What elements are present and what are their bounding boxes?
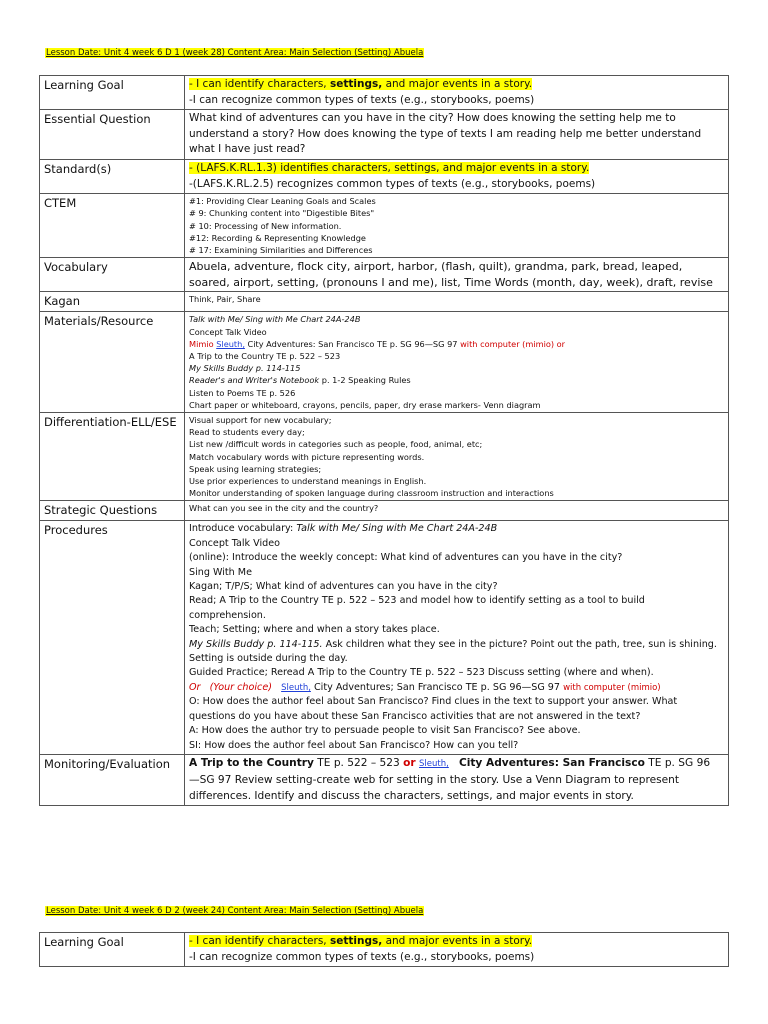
value-learning-goal <box>185 76 729 110</box>
material-line: A Trip to the Country TE p. 522 – 523 <box>189 350 341 361</box>
row-vocabulary <box>40 258 729 292</box>
procedure-line: A: How does the author try to persuade people to visit San Francisco? See above. <box>189 725 581 737</box>
procedure-line: Guided Practice; Reread A Trip to the Country TE p. 522 – 523 Discuss setting (where and when). <box>189 667 654 679</box>
material-line: Talk with Me/ Sing with Me Chart 24A-24B <box>189 314 361 325</box>
goal-line1: - I can identify characters, settings, and major events in a story. <box>189 935 533 947</box>
label-monitoring: Monitoring/Evaluation <box>40 754 185 805</box>
material-line: Mimio Sleuth, City Adventures: San Francisco TE p. SG 96—SG 97 with computer (mimio) or <box>189 338 566 349</box>
procedure-line: My Skills Buddy p. 114-115. Ask children what they see in the picture? Point out the path, tree, sun is shining. Setting is outside during the day. <box>189 638 717 665</box>
row-standards <box>40 159 729 193</box>
goal-line2: -I can recognize common types of texts (e.g., storybooks, poems) <box>189 93 535 106</box>
procedure-line: (online): Introduce the weekly concept: What kind of adventures can you have in the city? <box>189 552 623 564</box>
value-learning-goal <box>185 933 729 967</box>
ctem-item: #1: Providing Clear Leaning Goals and Scales <box>189 196 376 207</box>
row-monitoring <box>40 754 729 805</box>
sleuth-link[interactable]: Sleuth, <box>216 338 245 349</box>
row-materials <box>40 312 729 413</box>
procedure-line: Teach; Setting; where and when a story takes place. <box>189 624 440 636</box>
value-materials <box>185 312 729 413</box>
procedure-line: Introduce vocabulary: Talk with Me/ Sing with Me Chart 24A-24B <box>189 523 498 535</box>
lesson2-plan-table <box>39 932 729 967</box>
procedure-line: SI: How does the author feel about San Francisco? How can you tell? <box>189 739 519 751</box>
material-line: Concept Talk Video <box>189 326 267 337</box>
sleuth-link[interactable]: Sleuth, <box>419 758 449 769</box>
value-differentiation <box>185 412 729 500</box>
label-strategic-questions: Strategic Questions <box>40 501 185 521</box>
diff-item: Speak using learning strategies; <box>189 463 322 474</box>
value-vocabulary: Abuela, adventure, flock city, airport, harbor, (flash, quilt), grandma, park, bread, leaped, soared, airport, setting, (pronouns I and me), list, Time Words (month, day, week), draft, revise <box>185 258 729 292</box>
value-essential-question: What kind of adventures can you have in the city? How does knowing the setting help me to understand a story? How does knowing the type of texts I am reading help me better understand what I have just read? <box>185 110 729 160</box>
ctem-item: # 17: Examining Similarities and Differences <box>189 244 373 255</box>
procedure-line: Kagan; T/P/S; What kind of adventures can you have in the city? <box>189 581 498 593</box>
procedure-line: Or (Your choice) Sleuth, City Adventures; San Francisco TE p. SG 96—SG 97 with computer (mimio) <box>189 681 661 693</box>
ctem-item: #12: Recording & Representing Knowledge <box>189 232 366 243</box>
row-learning-goal <box>40 933 729 967</box>
label-standards: Standard(s) <box>40 159 185 193</box>
value-standards <box>185 159 729 193</box>
lesson2-header: Lesson Date: Unit 4 week 6 D 2 (week 24) Content Area: Main Selection (Setting) Abuela <box>46 906 424 916</box>
row-kagan <box>40 292 729 312</box>
diff-item: Read to students every day; <box>189 427 305 438</box>
row-differentiation <box>40 412 729 500</box>
ctem-item: # 10: Processing of New information. <box>189 220 342 231</box>
lesson1-plan-table <box>39 75 729 806</box>
value-monitoring: A Trip to the Country TE p. 522 – 523 or Sleuth, City Adventures: San Francisco TE p. SG 96 —SG 97 Review setting-create web for setting in the story. Use a Venn Diagram to represent differences. Identify and discuss the characters, settings, and major events in story. <box>185 754 729 805</box>
label-learning-goal: Learning Goal <box>40 933 185 967</box>
label-kagan: Kagan <box>40 292 185 312</box>
material-line: Chart paper or whiteboard, crayons, pencils, paper, dry erase markers- Venn diagram <box>189 399 541 410</box>
procedure-line: O: How does the author feel about San Francisco? Find clues in the text to support your answer. What questions do you have about these San Francisco activities that are not answered in the text? <box>189 696 678 722</box>
procedure-line: Sing With Me <box>189 566 252 578</box>
procedure-line: Concept Talk Video <box>189 537 281 549</box>
diff-item: Use prior experiences to understand meanings in English. <box>189 476 427 486</box>
label-vocabulary: Vocabulary <box>40 258 185 292</box>
diff-item: Match vocabulary words with picture representing words. <box>189 451 425 462</box>
diff-item: List new /difficult words in categories such as people, food, animal, etc; <box>189 439 483 450</box>
row-essential-question <box>40 110 729 160</box>
material-line: Listen to Poems TE p. 526 <box>189 387 296 398</box>
material-line: Reader's and Writer's Notebook p. 1-2 Speaking Rules <box>189 375 411 386</box>
value-strategic-questions: What can you see in the city and the country? <box>185 501 729 521</box>
goal-line2: -I can recognize common types of texts (e.g., storybooks, poems) <box>189 950 535 963</box>
goal-line1: - I can identify characters, settings, and major events in a story. <box>189 78 533 90</box>
label-ctem: CTEM <box>40 194 185 258</box>
label-procedures: Procedures <box>40 521 185 755</box>
diff-item: Visual support for new vocabulary; <box>189 414 332 425</box>
diff-item: Monitor understanding of spoken language during classroom instruction and interactions <box>189 488 554 499</box>
label-essential-question: Essential Question <box>40 110 185 160</box>
label-differentiation: Differentiation-ELL/ESE <box>40 412 185 500</box>
sleuth-link[interactable]: Sleuth, <box>281 682 311 693</box>
standard-line2: -(LAFS.K.RL.2.5) recognizes common types of texts (e.g., storybooks, poems) <box>189 177 596 190</box>
ctem-item: # 9: Chunking content into "Digestible Bites" <box>189 208 375 219</box>
label-learning-goal: Learning Goal <box>40 76 185 110</box>
value-ctem <box>185 194 729 258</box>
row-procedures <box>40 521 729 755</box>
value-procedures <box>185 521 729 755</box>
label-materials: Materials/Resource <box>40 312 185 413</box>
procedure-line: Read; A Trip to the Country TE p. 522 – 523 and model how to identify setting as a tool to build comprehension. <box>189 595 645 621</box>
lesson1-header: Lesson Date: Unit 4 week 6 D 1 (week 28) Content Area: Main Selection (Setting) Abuela <box>46 48 424 58</box>
row-strategic-questions <box>40 501 729 521</box>
row-ctem <box>40 194 729 258</box>
standard-line1: - (LAFS.K.RL.1.3) identifies characters, settings, and major events in a story. <box>189 161 590 174</box>
row-learning-goal <box>40 76 729 110</box>
value-kagan: Think, Pair, Share <box>185 292 729 312</box>
material-line: My Skills Buddy p. 114-115 <box>189 363 301 374</box>
